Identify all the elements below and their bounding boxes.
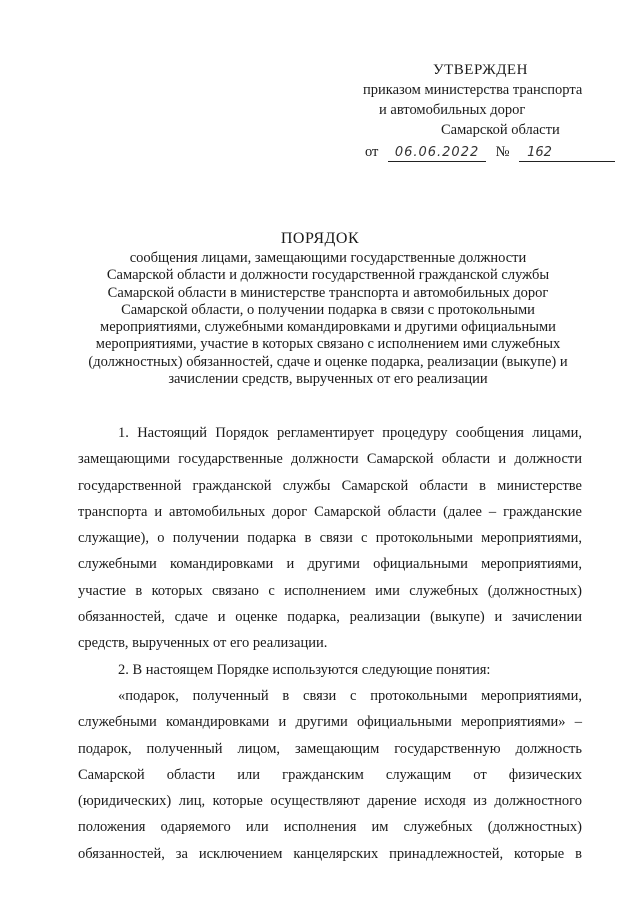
subtitle-line: Самарской области и должности государственной гражданской службы [106,267,550,284]
paragraph-1-line: 1. Настоящий Порядок регламентирует процедуру сообщения лицами, [118,425,582,441]
subtitle-line: Самарской области в министерстве транспорта и автомобильных дорог [107,284,549,301]
paragraph-1-line: участие в которых связано с исполнением ими служебных (должностных) [78,582,582,599]
paragraph-3-line: (юридических) лиц, которые осуществляют дарение исходя из должностного [78,793,582,810]
paragraph-1-line: обязанностей, сдаче и оценке подарка, реализации (выкупе) и зачислении [78,609,582,626]
handwritten-date: 06.06.2022 [388,145,486,162]
document-subtitle [78,250,578,388]
document-title: ПОРЯДОК [280,230,360,247]
from-label: от [365,144,379,160]
approval-date-number [365,142,600,162]
subtitle-line: Самарской области, о получении подарка в связи с протокольными [121,301,535,318]
paragraph-1-line: служебными командировками и другими официальными мероприятиями, [78,556,582,573]
paragraph-1-line: государственной гражданской службы Самарской области в министерстве [78,477,582,494]
subtitle-line: мероприятиями, служебными командировками и другими официальными [100,319,556,336]
number-label: № [495,144,510,160]
paragraph-3-line: положения одаряемого или исполнения им служебных (должностных) [78,819,582,836]
paragraph-1-line: транспорта и автомобильных дорог Самарской области (далее – гражданские [78,503,582,520]
approval-line-1: приказом министерства транспорта [363,82,583,98]
paragraph-2-line: 2. В настоящем Порядке используются следующие понятия: [118,661,491,678]
paragraph-3-line: обязанностей, за исключением канцелярских принадлежностей, которые в [78,845,582,862]
paragraph-3-line: «подарок, полученный в связи с протокольными мероприятиями, [118,687,582,704]
approval-line-3: Самарской области [441,122,560,138]
subtitle-line: зачислении средств, вырученных от его реализации [168,371,488,388]
approval-block [355,60,600,162]
paragraph-1-line: средств, вырученных от его реализации. [78,635,328,652]
paragraph-3-line: подарок, полученный лицом, замещающим государственную должность [78,740,582,757]
handwritten-number: 162 [519,145,615,162]
subtitle-line: (должностных) обязанностей, сдаче и оценке подарка, реализации (выкупе) и [88,353,568,370]
paragraph-3-line: Самарской области или гражданским служащим от физических [78,766,582,783]
subtitle-line: сообщения лицами, замещающими государственные должности [129,250,527,266]
document-body [78,420,582,867]
approval-title: УТВЕРЖДЕН [433,62,528,78]
paragraph-1-line: служащие), о получении подарка в связи с протокольными мероприятиями, [78,530,582,547]
paragraph-3-line: служебными командировками и другими официальными мероприятиями» – [78,714,582,731]
paragraph-1-line: замещающими государственные должности Самарской области и должности [78,451,582,468]
approval-line-2: и автомобильных дорог [379,102,526,118]
subtitle-line: мероприятиями, участие в которых связано с исполнением ими служебных [95,336,561,353]
